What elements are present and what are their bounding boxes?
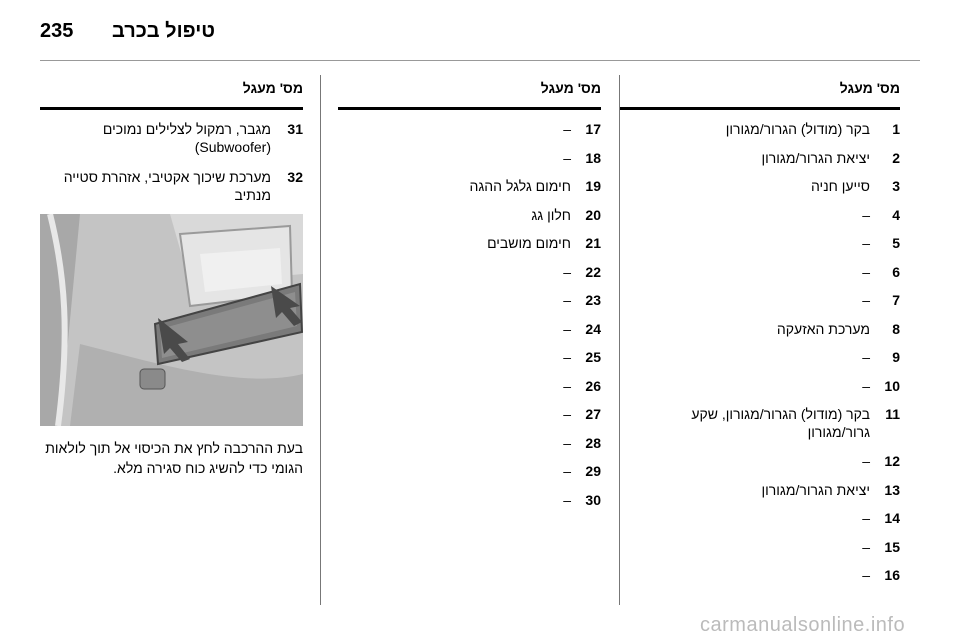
fuse-number: 26 <box>585 377 601 394</box>
fuse-row <box>338 263 601 292</box>
column-header: מס' מעגל <box>242 80 303 96</box>
fuse-number: 15 <box>884 538 900 555</box>
fuse-number: 7 <box>892 292 900 308</box>
fuse-number: 20 <box>585 206 601 223</box>
fuse-description: – <box>563 377 571 394</box>
fuse-row <box>620 206 900 235</box>
fuse-description: – <box>563 434 571 451</box>
fuse-description: – <box>862 206 870 223</box>
fuse-number: 18 <box>585 149 601 166</box>
fuse-row <box>40 120 303 156</box>
fuse-row <box>338 177 601 206</box>
fuse-row <box>620 291 900 320</box>
fuse-description: – <box>563 263 571 280</box>
fuse-number: 14 <box>884 510 900 526</box>
fuse-description: – <box>862 263 870 280</box>
fuse-number: 12 <box>884 453 900 469</box>
fuse-row <box>40 168 303 204</box>
fuse-row <box>620 234 900 263</box>
header-divider <box>40 60 920 61</box>
column-header: מס' מעגל <box>540 80 601 96</box>
fuse-number: 31 <box>287 121 303 137</box>
page-header <box>40 18 920 48</box>
page-number: 235 <box>40 20 74 42</box>
fuse-description: יציאת הגרור/מגורון <box>761 481 870 498</box>
fuse-row <box>620 405 900 452</box>
fuse-description: – <box>563 491 571 508</box>
fuse-description: – <box>862 235 870 251</box>
fuse-description: – <box>862 377 870 394</box>
fuse-description: סייען חניה <box>810 178 870 194</box>
fuse-row <box>338 491 601 520</box>
fuse-row <box>338 348 601 377</box>
fuse-row <box>620 320 900 349</box>
fuse-cover-photo <box>40 214 303 426</box>
column-divider <box>619 75 620 605</box>
fuse-description: מערכת שיכוך אקטיבי, אזהרת סטייה מנתיב <box>63 169 271 203</box>
fuse-number: 1 <box>892 121 900 137</box>
section-title: טיפול בכרב <box>112 20 216 42</box>
fuse-description: מגבר, רמקול לצלילים נמוכים (Subwoofer) <box>102 121 271 155</box>
fuse-description: – <box>862 292 870 308</box>
fuse-description: – <box>563 406 571 422</box>
fuse-column-3 <box>40 80 303 210</box>
fuse-number: 4 <box>892 206 900 223</box>
fuse-column-2 <box>338 80 601 600</box>
fuse-description: בקר (מודול) הגרור/מגורון <box>725 121 870 137</box>
fuse-row <box>338 405 601 434</box>
fuse-number: 22 <box>585 263 601 280</box>
fuse-row <box>338 120 601 149</box>
fuse-number: 11 <box>885 406 900 422</box>
fuse-cover-illustration <box>40 214 303 426</box>
fuse-description: – <box>563 320 571 337</box>
column-header-rule <box>40 107 303 110</box>
fuse-description: חלון גג <box>531 206 571 223</box>
fuse-number: 19 <box>585 178 601 194</box>
fuse-list <box>620 120 900 595</box>
fuse-description: מערכת האזעקה <box>776 320 870 337</box>
fuse-row <box>338 462 601 491</box>
fuse-row <box>620 263 900 292</box>
column-header-rule <box>620 107 900 110</box>
fuse-description: – <box>563 121 571 137</box>
column-header: מס' מעגל <box>839 80 900 96</box>
fuse-row <box>620 481 900 510</box>
fuse-row <box>338 291 601 320</box>
fuse-description: – <box>563 149 571 166</box>
photo-caption: בעת ההרכבה לחץ את הכיסוי אל תוך לולאות הגומי כדי להשיג כוח סגירה מלא. <box>45 440 303 476</box>
fuse-description: – <box>563 292 571 308</box>
fuse-description: – <box>862 453 870 469</box>
fuse-description: בקר (מודול) הגרור/מגורון, שקע גרור/מגורון <box>691 406 870 440</box>
fuse-description: – <box>862 567 870 583</box>
column-header-rule <box>338 107 601 110</box>
fuse-number: 23 <box>585 292 601 308</box>
fuse-number: 9 <box>892 349 900 365</box>
fuse-number: 3 <box>892 178 900 194</box>
fuse-row <box>338 320 601 349</box>
fuse-column-1 <box>620 80 900 600</box>
fuse-row <box>338 434 601 463</box>
fuse-number: 27 <box>585 406 601 422</box>
watermark: carmanualsonline.info <box>700 614 906 636</box>
fuse-number: 17 <box>585 121 601 137</box>
fuse-number: 8 <box>892 320 900 337</box>
fuse-number: 21 <box>585 235 601 251</box>
fuse-list <box>40 120 303 216</box>
fuse-number: 28 <box>585 434 601 451</box>
fuse-number: 6 <box>892 263 900 280</box>
fuse-row <box>620 348 900 377</box>
fuse-number: 2 <box>892 149 900 166</box>
fuse-number: 30 <box>585 491 601 508</box>
fuse-number: 24 <box>585 320 601 337</box>
fuse-list <box>338 120 601 519</box>
fuse-row <box>338 234 601 263</box>
fuse-row <box>620 120 900 149</box>
fuse-row <box>620 452 900 481</box>
fuse-row <box>620 509 900 538</box>
fuse-description: חימום גלגל ההגה <box>469 178 571 194</box>
fuse-row <box>338 149 601 178</box>
fuse-description: – <box>862 510 870 526</box>
fuse-row <box>620 538 900 567</box>
fuse-row <box>338 377 601 406</box>
fuse-row <box>620 177 900 206</box>
fuse-number: 16 <box>884 567 900 583</box>
fuse-description: חימום מושבים <box>487 235 571 251</box>
fuse-number: 5 <box>892 235 900 251</box>
fuse-row <box>620 149 900 178</box>
fuse-number: 10 <box>884 377 900 394</box>
fuse-description: – <box>563 463 571 479</box>
fuse-description: – <box>862 349 870 365</box>
fuse-number: 25 <box>585 349 601 365</box>
fuse-number: 29 <box>585 463 601 479</box>
column-divider <box>320 75 321 605</box>
fuse-description: – <box>563 349 571 365</box>
fuse-description: יציאת הגרור/מגורון <box>761 149 870 166</box>
fuse-number: 13 <box>884 481 900 498</box>
fuse-row <box>620 566 900 595</box>
fuse-number: 32 <box>287 169 303 185</box>
fuse-description: – <box>862 538 870 555</box>
fuse-row <box>338 206 601 235</box>
fuse-row <box>620 377 900 406</box>
